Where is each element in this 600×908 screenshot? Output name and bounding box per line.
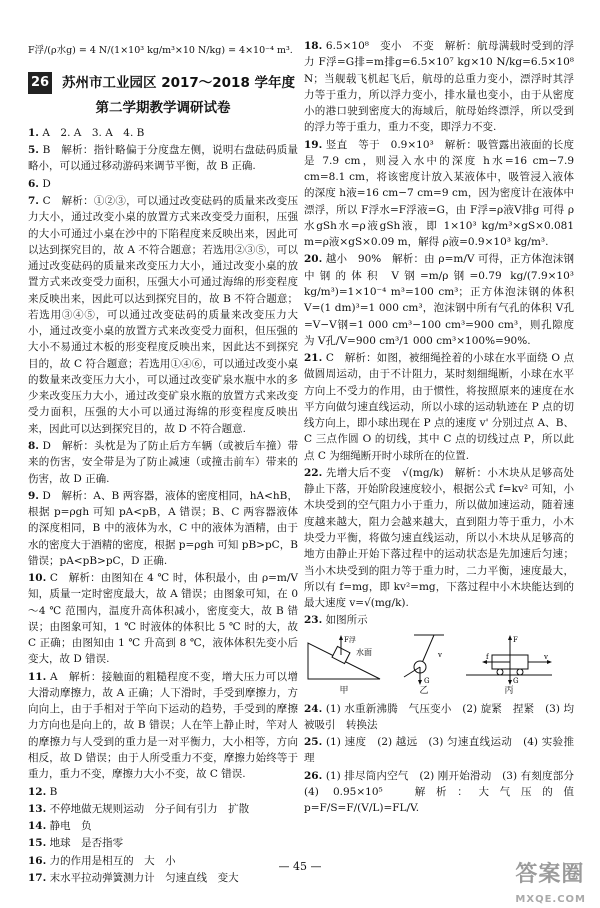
answer-text: 不停地做无规则运动 分子间有引力 扩散 bbox=[49, 802, 250, 815]
answer-text: C 解析：由图知在 4 ℃ 时，体积最小，由 ρ=m/V 知，质量一定时密度最大，故 A 错误；由图象可知，在 0～4 ℃ 范围内，温度升高体积减小，密度变大，故 B 错误；由图象可知，1 ℃ 时液体的体积比 5 ℃ 时的大，故 C 正确；由图知由 1 ℃ 升高到 8 ℃，液体体积先变小后变大，故 D 错误. bbox=[28, 572, 299, 666]
answer-number: 19. bbox=[304, 138, 323, 151]
answer-number: 25. bbox=[304, 736, 323, 749]
pendulum-figure-icon bbox=[394, 633, 454, 685]
answer-number: 7. bbox=[28, 194, 39, 207]
answer-text: D bbox=[42, 177, 51, 190]
svg-text:G: G bbox=[424, 676, 430, 685]
answer-text: A 2. A 3. A 4. B bbox=[42, 126, 145, 139]
watermark-logo: 答案圈 MXQE.COM bbox=[515, 862, 586, 906]
answer-number: 14. bbox=[28, 820, 47, 833]
svg-text:f: f bbox=[486, 652, 489, 661]
answer-item bbox=[304, 612, 574, 628]
answer-text: (1) 速度 (2) 越远 (3) 匀速直线运动 (4) 实验推理 bbox=[304, 736, 574, 765]
answer-text: 6.5×10⁸ 变小 不变 解析：航母满载时受到的浮力 F浮=G排=m排g=6.5×10⁷ kg×10 N/kg=6.5×10⁸ N；当舰载飞机起飞后，航母的总重力变小，漂浮时其浮力等于重力，所以浮力变小，排水量也变小，由于从密度小的港口驶到密度大的海域后，航母始终漂浮，所以受到的浮力等于重力，重力不变，即浮力不变. bbox=[304, 40, 574, 134]
section-badge: 26 bbox=[28, 72, 52, 94]
answer-text: C 解析：①②③，可以通过改变砝码的质量来改变压力大小，通过改变小桌的放置方式来改变受力面积，压强的大小可通过小桌在沙中的下陷程度来反映出来，因此可以达到探究目的，故 A 不符合题意；若选用②③⑤，可以通过改变砝码的质量来改变压力大小，通过改变小桌的放置方式来改变受力面积，压强大小可通过海绵的形变程度来反映出来，因此可以达到探究目的，故 B 不符合题意；若选用③④⑤，可以通过改变砝码的质量来改变压力大小，通过改变小桌的放置方式来改变受力面积，但压强的大小不易通过木板的形变程度反映出来，因此达不到探究目的，故 C 符合题意；若选用①④⑥，可以通过改变小桌的数量来改变压力大小，可以通过改变矿泉水瓶中水的多少来改变压力大小，通过改变矿泉水瓶的放置方式来改变受力面积，压强的大小可以通过海绵的形变程度反映出来，因此可以达到探究目的，故 D 不符合题意. bbox=[28, 194, 298, 435]
answer-item bbox=[28, 193, 298, 437]
answer-number: 23. bbox=[304, 614, 323, 627]
answer-text: 地球 是否指零 bbox=[49, 837, 124, 850]
answer-text: A 解析：接触面的粗糙程度不变，增大压力可以增大滑动摩擦力，故 A 正确；人下滑时，手受到摩擦力，方向向上，由于手相对于竿向下运动的趋势，手受到的摩擦力方向也是向上的，故 B 错误；人在竿上静止时，竿对人的摩擦力与人受到的重力是一对平衡力，大小相等，方向相反，故 D 错误；由于人所受重力不变，摩擦力始终等于重力，重力不变，摩擦力大小不变，故 C 错误. bbox=[28, 670, 298, 781]
answer-number: 22. bbox=[304, 466, 323, 479]
answer-item bbox=[28, 570, 298, 668]
answer-item bbox=[28, 176, 298, 192]
figure-bing-caption: 丙 bbox=[504, 685, 514, 696]
answer-text: 先增大后不变 √(mg/k) 解析：小木块从足够高处静止下落，开始阶段速度较小，根据公式 f=kv² 可知，小木块受到的空气阻力小于重力，所以做加速运动，随着速度越来越大，阻力会越来越大，直到阻力等于重力，小木块受力平衡，将做匀速直线运动，所以小木块从足够高的地方由静止开始下落过程中的运动状态是先加速后匀速；当小木块受到的阻力等于重力时，二力平衡，速度最大，所以有 f=mg，即 kv²=mg，下落过程中小木块能达到的最大速度 v=√(mg/k). bbox=[304, 466, 574, 610]
right-answer-list-bottom bbox=[304, 701, 585, 817]
svg-text:G: G bbox=[513, 676, 519, 685]
answer-number: 6. bbox=[28, 177, 39, 190]
answer-item bbox=[304, 38, 574, 136]
answer-number: 26. bbox=[304, 769, 323, 782]
answer-number: 18. bbox=[304, 40, 323, 52]
answer-text: 如图所示 bbox=[325, 614, 368, 627]
answer-text: D 解析：A、B 两容器，液体的密度相同，hA<hB，根据 p=ρgh 可知 pA<pB，A 错误；B、C 两容器液体的深度相同，B 中的液体为水，C 中的液体为酒精，由于水的密度大于酒精的密度，根据 p=ρgh 可知 pB>pC，B 错误；pA<pB>pC，D 正确. bbox=[28, 489, 298, 567]
top-formula: F浮/(ρ水g) = 4 N/(1×10³ kg/m³×10 N/kg) = 4×10⁻⁴ m³. bbox=[28, 45, 293, 56]
answer-item bbox=[28, 835, 298, 851]
answer-number: 15. bbox=[28, 837, 47, 850]
cart-figure-icon bbox=[464, 633, 554, 685]
answer-item bbox=[304, 701, 574, 734]
answer-item bbox=[304, 734, 574, 767]
page-number: — 45 — bbox=[278, 860, 322, 873]
q23-figures bbox=[304, 633, 574, 699]
answer-number: 9. bbox=[28, 489, 39, 502]
incline-figure-icon bbox=[304, 633, 384, 685]
answer-text: (1) 排尽筒内空气 (2) 刚开始滑动 (3) 有刻度部分 (4) 0.95×10⁵ 解析：大气压的值 p=F/S=F/(V/L)=FL/V. bbox=[304, 769, 585, 815]
answer-number: 10. bbox=[28, 572, 47, 585]
right-answer-list-top bbox=[304, 38, 574, 629]
answer-text: (1) 水重新沸腾 气压变小 (2) 旋紧 捏紧 (3) 均被吸引 转换法 bbox=[304, 702, 575, 731]
answer-text: C 解析：如图，被细绳拴着的小球在水平面绕 O 点做圆周运动，由于不计阻力，某时刻细绳断，小球在水平方向上不受力的作用，由于惯性，将按照原来的速度在水平方向做匀速直线运动，所以小球的运动轨迹在 P 点的切线方向上，即小球出现在 P 点的速度 v' 分别过点 A、B、C 三点作圆 O 的切线，其中 C 点的切线过点 P，所以此点 C 为细绳断开时小球所在的位置. bbox=[304, 352, 574, 462]
left-answer-list bbox=[28, 125, 298, 886]
right-column bbox=[304, 38, 585, 817]
svg-text:水面: 水面 bbox=[356, 647, 372, 657]
section-title-line2: 第二学期教学调研试卷 bbox=[95, 100, 231, 116]
answer-number: 24. bbox=[304, 702, 323, 715]
answer-item bbox=[28, 669, 298, 783]
answer-item bbox=[28, 818, 298, 834]
svg-text:v: v bbox=[438, 650, 442, 659]
answer-text: 静电 负 bbox=[49, 820, 92, 833]
section-header bbox=[28, 72, 298, 94]
figure-yi bbox=[394, 633, 454, 699]
answer-number: 20. bbox=[304, 253, 323, 266]
answer-number: 8. bbox=[28, 439, 39, 452]
answer-item bbox=[28, 488, 298, 569]
answer-item bbox=[304, 251, 574, 349]
answer-number: 1. bbox=[28, 126, 39, 139]
answer-number: 11. bbox=[28, 670, 47, 683]
answer-number: 13. bbox=[28, 802, 47, 815]
section-title-line1: 苏州市工业园区 2017～2018 学年度 bbox=[62, 74, 296, 91]
answer-item bbox=[304, 350, 574, 464]
answer-number: 16. bbox=[28, 854, 47, 867]
answer-text: 力的作用是相互的 大 小 bbox=[49, 854, 176, 867]
answer-text: 竖直 等于 0.9×10³ 解析：吸管露出液面的长度是 7.9 cm，则浸入水中的深度 h水=16 cm−7.9 cm=8.1 cm，将该密度计放入某液体中，吸管浸入液体的深度 h液=16 cm−7 cm=9 cm，因为密度计在液体中漂浮，所以 F浮水=F浮液=G，由 F浮=ρ液V排g 可得 ρ水gSh水=ρ液gSh液，即 1×10³ kg/m³×gS×0.081 m=ρ液×gS×0.09 m，解得 ρ液=0.9×10³ kg/m³. bbox=[304, 138, 574, 249]
answer-number: 12. bbox=[28, 785, 47, 798]
answer-text: 末水平拉动弹簧测力计 匀速直线 变大 bbox=[49, 871, 239, 884]
figure-yi-caption: 乙 bbox=[419, 685, 429, 696]
svg-text:v: v bbox=[544, 652, 548, 661]
figure-jia bbox=[304, 633, 384, 699]
answer-item bbox=[28, 125, 298, 141]
answer-item bbox=[28, 142, 298, 175]
answer-item bbox=[28, 801, 298, 817]
figure-jia-caption: 甲 bbox=[339, 685, 349, 696]
answer-text: B 解析：指针略偏于分度盘左侧，说明右盘砝码质量略小，可以通过移动游码来调节平衡，故 B 正确. bbox=[28, 144, 298, 173]
answer-number: 5. bbox=[28, 144, 39, 157]
answer-item bbox=[304, 465, 574, 611]
answer-text: D 解析：头枕是为了防止后方车辆（或被后车撞）带来的伤害，安全带是为了防止减速（或撞击前车）带来的伤害，故 D 正确. bbox=[28, 439, 298, 485]
figure-bing bbox=[464, 633, 554, 699]
answer-text: B bbox=[49, 785, 58, 798]
answer-text: 越小 90% 解析：由 ρ=m/V 可得，正方体泡沫钢中钢的体积 V钢=m/ρ钢=0.79 kg/(7.9×10³ kg/m³)=1×10⁻⁴ m³=100 cm³；正方体泡沫钢的体积 V=(1 dm)³=1 000 cm³，泡沫钢中所有气孔的体积 V孔=V−V钢=1 000 cm³−100 cm³=900 cm³，则孔隙度为 V孔/V=900 cm³/1 000 cm³×100%=90%. bbox=[304, 253, 574, 347]
answer-item bbox=[28, 438, 298, 487]
svg-text:F浮: F浮 bbox=[344, 635, 356, 644]
answer-item bbox=[304, 768, 585, 817]
answer-item bbox=[28, 784, 298, 800]
left-column bbox=[28, 38, 298, 887]
answer-number: 17. bbox=[28, 871, 47, 884]
answer-number: 21. bbox=[304, 352, 323, 365]
answer-item bbox=[304, 137, 574, 251]
svg-text:F: F bbox=[513, 635, 518, 644]
